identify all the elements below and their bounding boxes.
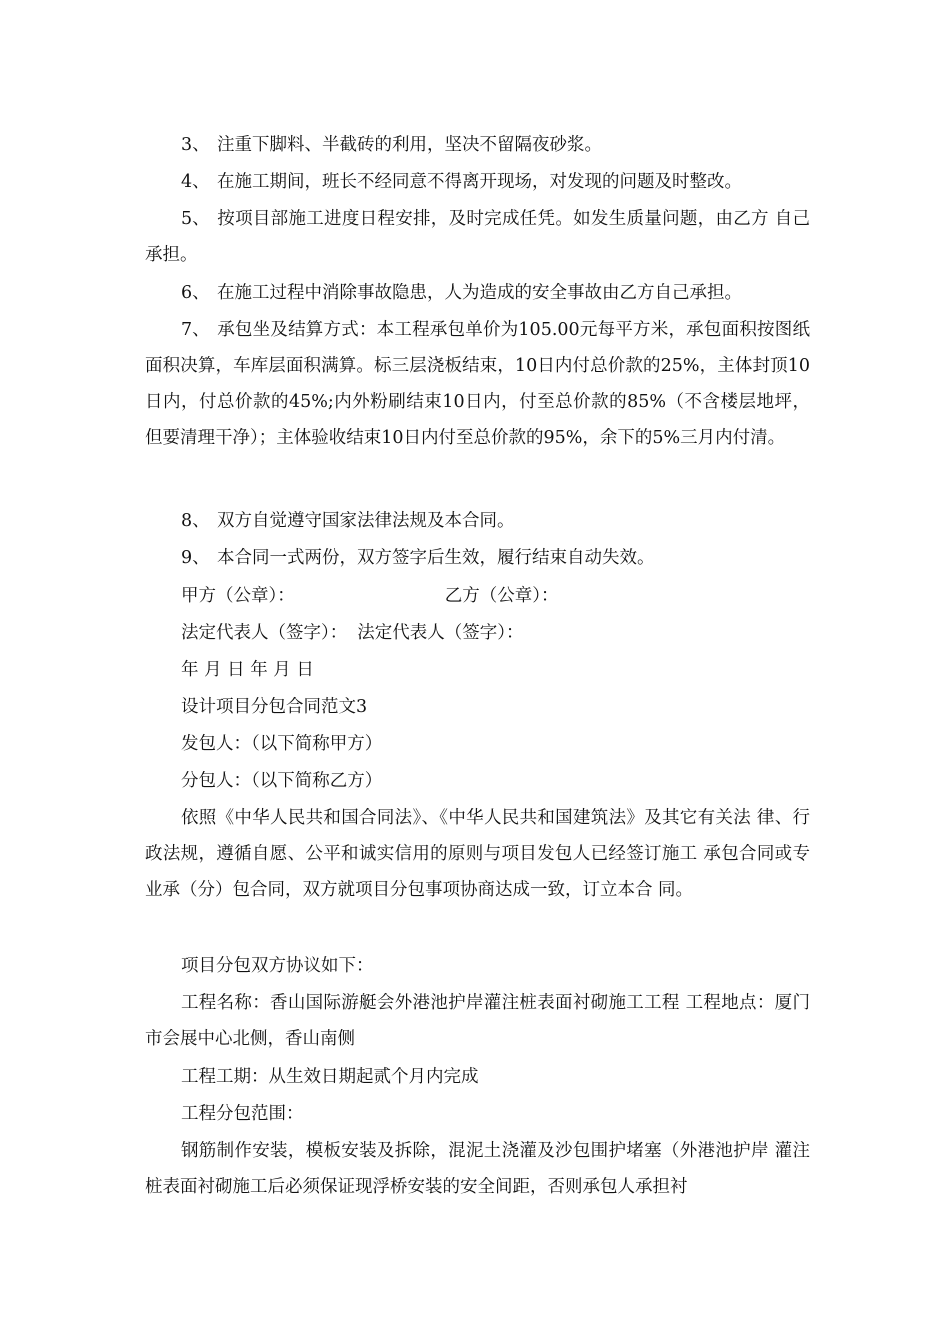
clause-4: [181, 164, 810, 200]
clause-text: 按项目部施工进度日程安排，及时完成任凭。如发生质量问题，由乙方 自己承担。: [145, 209, 810, 265]
rep-a: 法定代表人（签字）：: [181, 623, 348, 643]
clause-text: 在施工期间，班长不经同意不得离开现场，对发现的问题及时整改。: [217, 172, 742, 192]
section-title: 设计项目分包合同范文3: [181, 697, 368, 717]
clause-number: 3、: [181, 135, 210, 155]
representative-line: [181, 615, 810, 651]
clause-text: 注重下脚料、半截砖的利用，坚决不留隔夜砂浆。: [217, 135, 602, 155]
preamble: 依照《中华人民共和国合同法》、《中华人民共和国建筑法》及其它有关法 律、行政法规，遵循自愿、公平和诚实信用的原则与项目发包人已经签订施工 承包合同或专业承（分）包合同，双方就项目分包事项协商达成一致，订立本合 同。: [145, 808, 810, 900]
clause-text: 本合同一式两份，双方签字后生效，履行结束自动失效。: [217, 548, 655, 568]
scope-text: 钢筋制作安装，模板安装及拆除，混泥土浇灌及沙包围护堵塞（外港池护岸 灌注桩表面衬砌施工后必须保证现浮桥安装的安全间距，否则承包人承担衬: [145, 1141, 810, 1197]
clause-text: 双方自觉遵守国家法律法规及本合同。: [217, 511, 515, 531]
agreement-intro: 项目分包双方协议如下：: [181, 956, 374, 976]
clause-6: [181, 275, 810, 311]
clause-number: 8、: [181, 511, 210, 531]
scope-label: 工程分包范围：: [181, 1104, 304, 1124]
clause-number: 6、: [181, 283, 210, 303]
clause-7: [145, 312, 810, 456]
issuer-line: 发包人：（以下简称甲方）: [181, 734, 383, 754]
subcontractor-line: 分包人：（以下简称乙方）: [181, 771, 383, 791]
clause-5: [145, 201, 810, 273]
clause-3: [181, 127, 810, 163]
clause-number: 5、: [181, 209, 210, 229]
project-duration: 工程工期：从生效日期起贰个月内完成: [181, 1067, 479, 1087]
clause-number: 9、: [181, 548, 210, 568]
seal-line: [181, 578, 810, 614]
clause-8: [181, 503, 810, 539]
date-line: 年 月 日 年 月 日: [181, 660, 314, 680]
project-name: 工程名称：香山国际游艇会外港池护岸灌注桩表面衬砌施工工程 工程地点：厦门市会展中心北侧，香山南侧: [145, 993, 810, 1049]
clause-9: [181, 540, 810, 576]
rep-b: 法定代表人（签字）：: [357, 623, 524, 643]
clause-number: 4、: [181, 172, 210, 192]
clause-text: 在施工过程中消除事故隐患，人为造成的安全事故由乙方自己承担。: [217, 283, 742, 303]
party-a-seal: 甲方（公章）：: [181, 586, 295, 606]
clause-number: 7、: [181, 320, 210, 340]
clause-text: 承包坐及结算方式：本工程承包单价为105.00元每平方米，承包面积按图纸面积决算，车库层面积满算。标三层浇板结束，10日内付总价款的25%，主体封顶10日内，付总价款的45%;内外粉刷结束10日内，付至总价款的85%（不含楼层地坪，但要清理干净）；主体验收结束10日内付至总价款的95%，余下的5%三月内付清。: [145, 320, 810, 448]
party-b-seal: 乙方（公章）：: [444, 586, 559, 606]
